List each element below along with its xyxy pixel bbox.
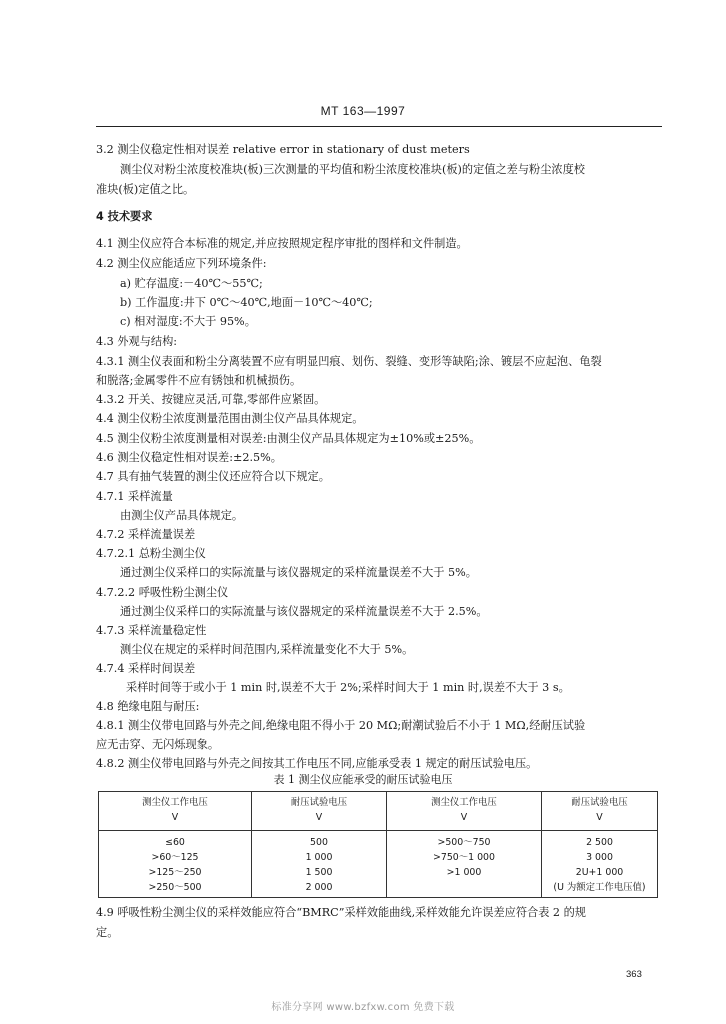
table-cell: >250～500 [99, 880, 252, 898]
clause-3-2-heading: 3.2 测尘仪稳定性相对误差 relative error in stationary of dust meters [96, 143, 470, 156]
clause-4-2: 4.2 测尘仪应能适应下列环境条件: [96, 257, 267, 270]
table-cell: 500 [252, 831, 387, 851]
clause-4-7-1: 4.7.1 采样流量 [96, 490, 173, 503]
table-row [99, 850, 658, 865]
clause-4-6: 4.6 测尘仪稳定性相对误差:±2.5%。 [96, 451, 282, 464]
table-cell: >750～1 000 [387, 850, 542, 865]
table-cell: 2U+1 000 [542, 865, 658, 880]
table-cell: >60～125 [99, 850, 252, 865]
header-unit: V [596, 812, 603, 823]
table-caption: 表 1 测尘仪应能承受的耐压试验电压 [273, 773, 453, 786]
table-cell: 2 500 [542, 831, 658, 851]
clause-4-8-2: 4.8.2 测尘仪带电回路与外壳之间按其工作电压不同,应能承受表 1 规定的耐压试验电压。 [96, 757, 538, 770]
header-label: 耐压试验电压 [571, 797, 628, 808]
clause-4-3: 4.3 外观与结构: [96, 335, 178, 348]
clause-4-3-1-cont: 和脱落;金属零件不应有锈蚀和机械损伤。 [96, 374, 302, 387]
clause-4-7-4-text: 采样时间等于或小于 1 min 时,误差不大于 2%;采样时间大于 1 min 时,误差不大于 3 s。 [126, 681, 570, 694]
table-cell: ≤60 [99, 831, 252, 851]
condition-a: a) 贮存温度:－40℃～55℃; [120, 277, 263, 290]
page-number: 363 [626, 969, 642, 980]
table-cell: >500～750 [387, 831, 542, 851]
clause-4-1: 4.1 测尘仪应符合本标准的规定,并应按照规定程序审批的图样和文件制造。 [96, 237, 468, 250]
condition-c: c) 相对湿度:不大于 95%。 [120, 315, 256, 328]
clause-4-7-2-1: 4.7.2.1 总粉尘测尘仪 [96, 547, 206, 560]
clause-4-7-2: 4.7.2 采样流量误差 [96, 528, 196, 541]
clause-4-3-1: 4.3.1 测尘仪表面和粉尘分离装置不应有明显凹痕、划伤、裂缝、变形等缺陷;涂、镀层不应起泡、龟裂 [96, 355, 602, 368]
table-cell: >125～250 [99, 865, 252, 880]
table-row [99, 865, 658, 880]
clause-4-7-4: 4.7.4 采样时间误差 [96, 662, 196, 675]
header-cell [387, 792, 542, 831]
header-cell [99, 792, 252, 831]
header-unit: V [171, 812, 179, 823]
clause-4-7-1-text: 由测尘仪产品具体规定。 [120, 509, 244, 522]
table-cell: >1 000 [387, 865, 542, 880]
voltage-table [98, 791, 658, 898]
header-label: 耐压试验电压 [290, 797, 348, 808]
clause-4-8: 4.8 绝缘电阻与耐压: [96, 700, 200, 713]
condition-b: b) 工作温度:井下 0℃～40℃,地面－10℃～40℃; [120, 296, 373, 309]
clause-4-4: 4.4 测尘仪粉尘浓度测量范围由测尘仪产品具体规定。 [96, 412, 364, 425]
clause-3-2-text-cont: 准块(板)定值之比。 [96, 183, 195, 196]
clause-4-7-2-2-text: 通过测尘仪采样口的实际流量与该仪器规定的采样流量误差不大于 2.5%。 [120, 605, 488, 618]
clause-4-7: 4.7 具有抽气装置的测尘仪还应符合以下规定。 [96, 470, 330, 483]
header-cell [542, 792, 658, 831]
table-cell: 2 000 [252, 880, 387, 898]
clause-4-3-2: 4.3.2 开关、按键应灵活,可靠,零部件应紧固。 [96, 393, 326, 406]
header-cell [252, 792, 387, 831]
header-unit: V [315, 812, 323, 823]
table-header-row [99, 792, 658, 831]
page-header: MT 163—1997 [320, 104, 406, 118]
table-cell: (U 为额定工作电压值) [542, 880, 658, 898]
clause-4-7-3-text: 测尘仪在规定的采样时间范围内,采样流量变化不大于 5%。 [120, 643, 414, 656]
clause-4-7-2-2: 4.7.2.2 呼吸性粉尘测尘仪 [96, 586, 229, 599]
table-cell: 3 000 [542, 850, 658, 865]
clause-3-2-text: 测尘仪对粉尘浓度校准块(板)三次测量的平均值和粉尘浓度校准块(板)的定值之差与粉尘浓度校 [120, 163, 585, 176]
clause-4-7-3: 4.7.3 采样流量稳定性 [96, 624, 207, 637]
header-unit: V [460, 812, 468, 823]
footer-watermark: 标准分享网 www.bzfxw.com 免费下载 [271, 1002, 455, 1013]
clause-4-9-cont: 定。 [96, 926, 119, 939]
table-row [99, 831, 658, 851]
table-row [99, 880, 658, 898]
table-cell [387, 880, 542, 898]
table-cell: 1 000 [252, 850, 387, 865]
clause-4-8-1: 4.8.1 测尘仪带电回路与外壳之间,绝缘电阻不得小于 20 MΩ;耐潮试验后不小于 1 MΩ,经耐压试验 [96, 719, 586, 732]
clause-4-7-2-1-text: 通过测尘仪采样口的实际流量与该仪器规定的采样流量误差不大于 5%。 [120, 566, 477, 579]
header-rule [96, 126, 662, 127]
clause-4-9: 4.9 呼吸性粉尘测尘仪的采样效能应符合“BMRC”采样效能曲线,采样效能允许误差应符合表 2 的规 [96, 906, 586, 919]
section-4-heading: 4 技术要求 [96, 210, 153, 223]
clause-4-8-1-cont: 应无击穿、无闪烁现象。 [96, 738, 220, 751]
header-label: 测尘仪工作电压 [431, 797, 497, 808]
header-label: 测尘仪工作电压 [142, 797, 208, 808]
table-cell: 1 500 [252, 865, 387, 880]
clause-4-5: 4.5 测尘仪粉尘浓度测量相对误差:由测尘仪产品具体规定为±10%或±25%。 [96, 432, 481, 445]
